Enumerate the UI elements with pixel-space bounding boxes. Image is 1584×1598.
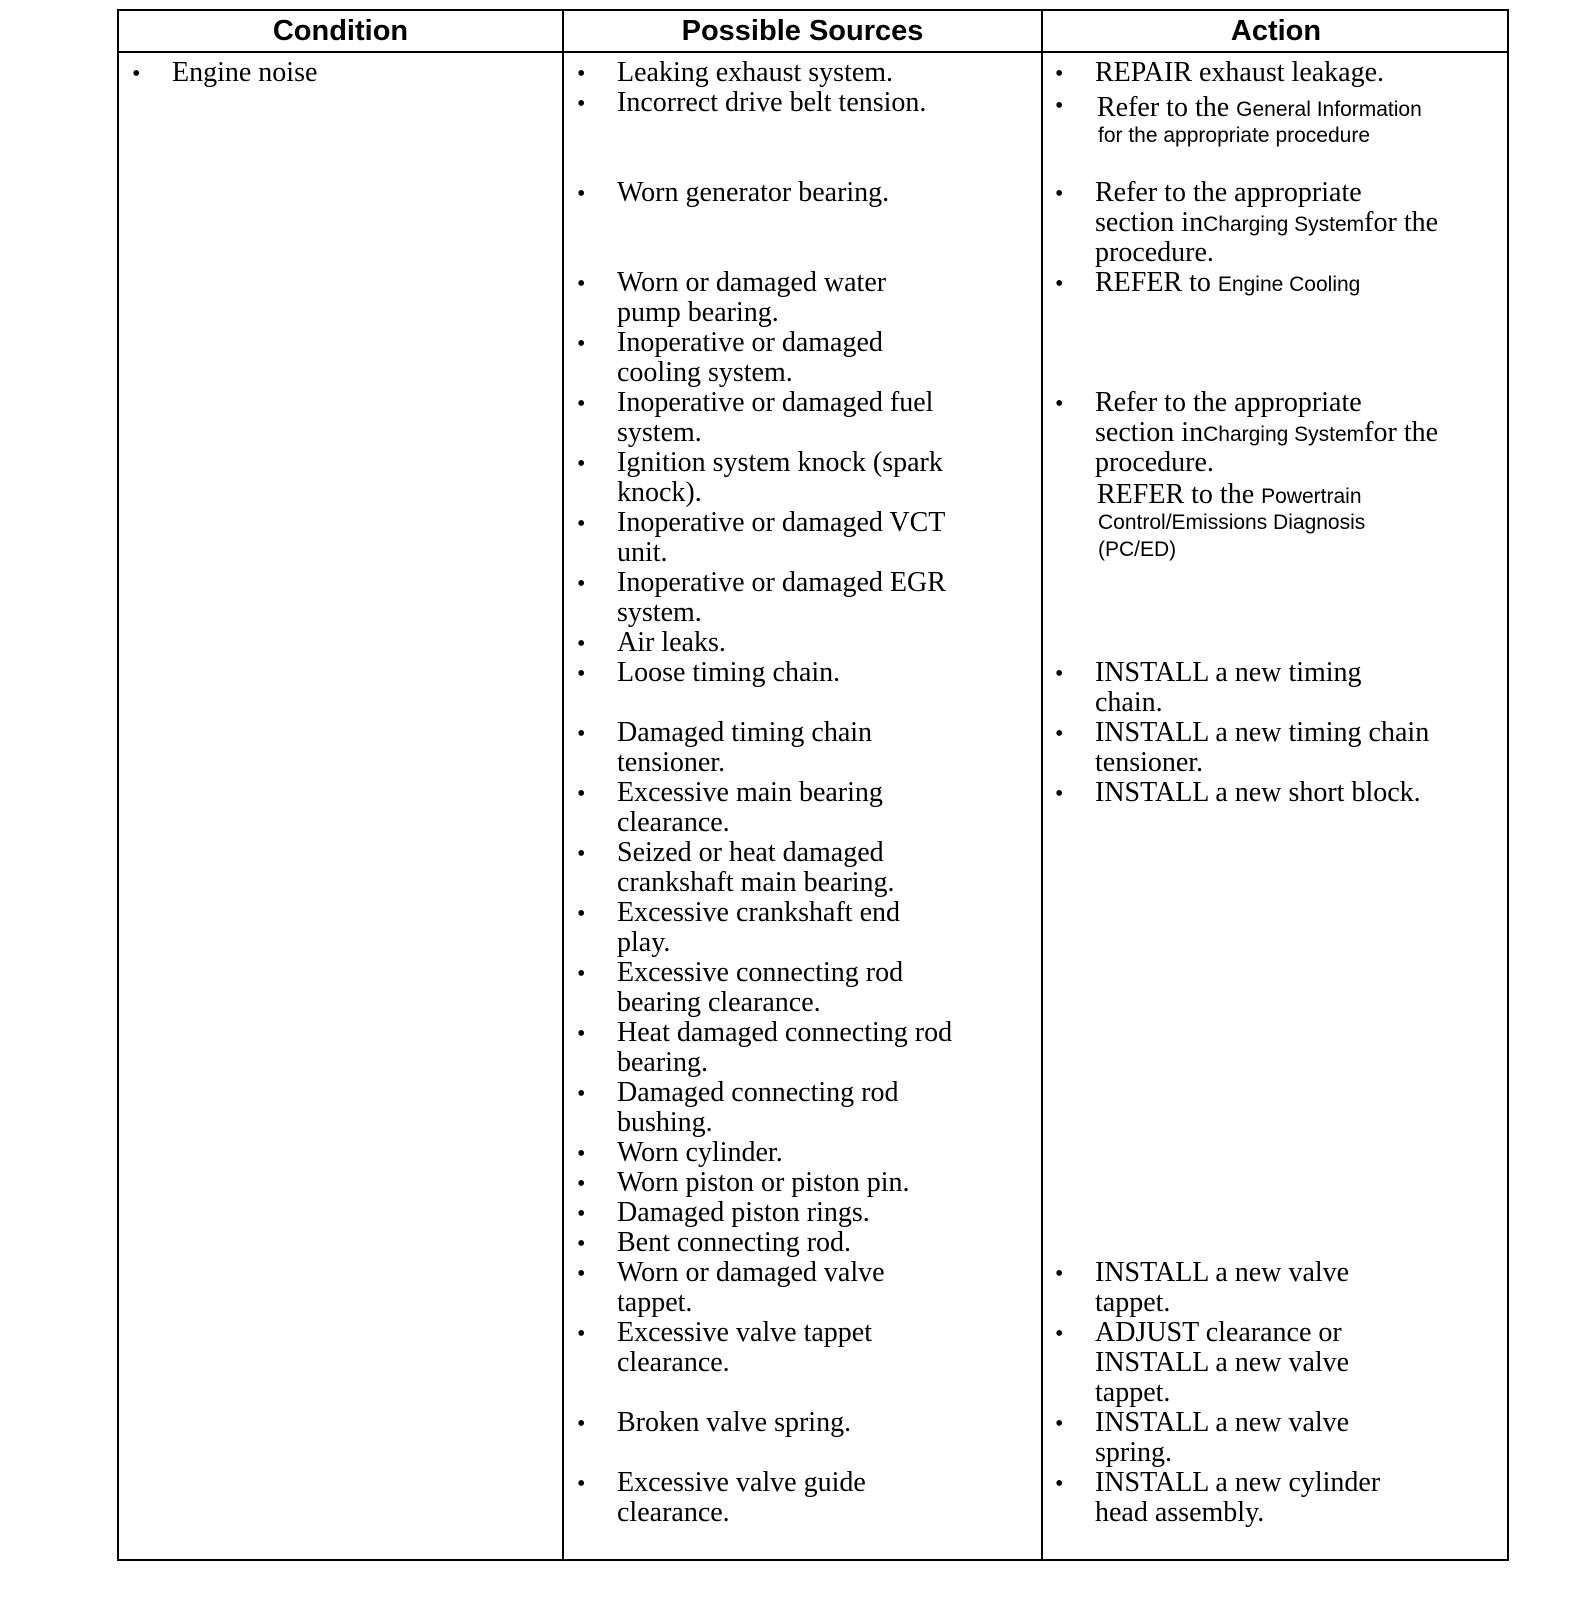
action-text: procedure. [1095, 447, 1214, 478]
action-item: tappet. [1095, 1377, 1171, 1408]
source-item: Worn piston or piston pin. [617, 1167, 910, 1198]
bullet: • [1055, 721, 1064, 747]
action-item: head assembly. [1095, 1497, 1265, 1528]
bullet: • [132, 61, 141, 87]
action-text: for the [1364, 207, 1439, 238]
condition-text: Engine noise [172, 57, 318, 88]
source-item: bearing. [617, 1047, 708, 1078]
source-item: Damaged connecting rod [617, 1077, 899, 1108]
diagnosis-table [117, 9, 1509, 1561]
action-item: INSTALL a new valve [1095, 1407, 1350, 1438]
action-text: REFER to the [1097, 479, 1262, 510]
action-text: for the appropriate procedure [1098, 124, 1371, 147]
source-item: tensioner. [617, 747, 726, 778]
source-item: crankshaft main bearing. [617, 867, 895, 898]
bullet: • [577, 1321, 586, 1347]
source-item: Inoperative or damaged VCT [617, 507, 946, 538]
action-item: tappet. [1095, 1287, 1171, 1318]
action-item [1095, 208, 1438, 240]
reference-pc-ed: (PC/ED) [1098, 538, 1177, 561]
action-item: INSTALL a new cylinder [1095, 1467, 1381, 1498]
action-text: Refer to the appropriate [1095, 387, 1362, 418]
bullet: • [1055, 271, 1064, 297]
source-item: cooling system. [617, 357, 793, 388]
source-item: Damaged timing chain [617, 717, 873, 748]
column-divider [562, 11, 564, 1559]
bullet: • [1055, 61, 1064, 87]
bullet: • [1055, 391, 1064, 417]
bullet: • [577, 391, 586, 417]
source-item: Worn generator bearing. [617, 177, 890, 208]
source-item: Excessive valve guide [617, 1467, 866, 1498]
reference-general-information: General Information [1236, 98, 1422, 121]
source-item: Heat damaged connecting rod [617, 1017, 953, 1048]
action-item: INSTALL a new valve [1095, 1257, 1350, 1288]
source-item: Excessive connecting rod [617, 957, 904, 988]
source-item: clearance. [617, 1347, 730, 1378]
bullet: • [1055, 1471, 1064, 1497]
reference-charging-system: Charging System [1203, 423, 1365, 446]
bullet: • [1055, 661, 1064, 687]
action-text: section in [1095, 207, 1204, 238]
bullet: • [577, 961, 586, 987]
column-divider [1041, 11, 1043, 1559]
bullet: • [577, 61, 586, 87]
bullet: • [1055, 93, 1064, 119]
bullet: • [577, 661, 586, 687]
bullet: • [577, 571, 586, 597]
source-item: Excessive valve tappet [617, 1317, 873, 1348]
action-item: ADJUST clearance or [1095, 1317, 1342, 1348]
source-item: Worn or damaged valve [617, 1257, 885, 1288]
source-item: Loose timing chain. [617, 657, 841, 688]
source-item: tappet. [617, 1287, 693, 1318]
bullet: • [577, 901, 586, 927]
bullet: • [1055, 1321, 1064, 1347]
action-text: Refer to the [1097, 92, 1237, 123]
bullet: • [1055, 181, 1064, 207]
bullet: • [577, 1231, 586, 1257]
source-item: Leaking exhaust system. [617, 57, 894, 88]
source-item: play. [617, 927, 671, 958]
source-item: Inoperative or damaged fuel [617, 387, 934, 418]
source-item: pump bearing. [617, 297, 779, 328]
bullet: • [1055, 1261, 1064, 1287]
header-divider [119, 51, 1507, 53]
bullet: • [1055, 781, 1064, 807]
action-item [1097, 93, 1422, 125]
bullet: • [577, 1471, 586, 1497]
header-action: Action [1230, 15, 1322, 47]
source-item: Seized or heat damaged [617, 837, 884, 868]
action-text: Refer to the appropriate [1095, 177, 1362, 208]
action-item: spring. [1095, 1437, 1172, 1468]
bullet: • [577, 1021, 586, 1047]
source-item: Excessive main bearing [617, 777, 883, 808]
bullet: • [577, 91, 586, 117]
source-item: Incorrect drive belt tension. [617, 87, 927, 118]
action-item: INSTALL a new short block. [1095, 777, 1421, 808]
header-possible-sources: Possible Sources [681, 15, 924, 47]
action-item [1095, 268, 1360, 300]
source-item: Air leaks. [617, 627, 726, 658]
reference-engine-cooling: Engine Cooling [1217, 273, 1361, 296]
bullet: • [577, 451, 586, 477]
source-item: system. [617, 417, 702, 448]
source-item: system. [617, 597, 702, 628]
bullet: • [1055, 1411, 1064, 1437]
bullet: • [577, 181, 586, 207]
source-item: clearance. [617, 1497, 730, 1528]
source-item: Excessive crankshaft end [617, 897, 900, 928]
bullet: • [577, 721, 586, 747]
reference-pc-ed: Control/Emissions Diagnosis [1098, 511, 1366, 534]
action-text: REFER to [1095, 267, 1218, 298]
reference-powertrain: Powertrain [1261, 485, 1362, 508]
bullet: • [577, 1201, 586, 1227]
bullet: • [577, 511, 586, 537]
source-item: Broken valve spring. [617, 1407, 852, 1438]
action-item: INSTALL a new timing chain [1095, 717, 1430, 748]
action-item: REPAIR exhaust leakage. [1095, 57, 1385, 88]
bullet: • [577, 1261, 586, 1287]
header-condition: Condition [272, 15, 409, 47]
bullet: • [577, 841, 586, 867]
source-item: Bent connecting rod. [617, 1227, 852, 1258]
action-text: for the [1364, 417, 1439, 448]
source-item: Inoperative or damaged [617, 327, 883, 358]
source-item: Damaged piston rings. [617, 1197, 870, 1228]
source-item: Inoperative or damaged EGR [617, 567, 946, 598]
source-item: Worn or damaged water [617, 267, 887, 298]
action-item [1095, 418, 1438, 450]
source-item: clearance. [617, 807, 730, 838]
action-text: procedure. [1095, 237, 1214, 268]
action-item: chain. [1095, 687, 1163, 718]
bullet: • [577, 1141, 586, 1167]
source-item: Worn cylinder. [617, 1137, 783, 1168]
action-text: section in [1095, 417, 1204, 448]
source-item: bushing. [617, 1107, 713, 1138]
action-item: INSTALL a new timing [1095, 657, 1362, 688]
bullet: • [577, 781, 586, 807]
bullet: • [577, 271, 586, 297]
action-item: INSTALL a new valve [1095, 1347, 1350, 1378]
source-item: Ignition system knock (spark [617, 447, 943, 478]
source-item: knock). [617, 477, 702, 508]
action-item [1097, 480, 1362, 512]
bullet: • [577, 1411, 586, 1437]
bullet: • [577, 1081, 586, 1107]
bullet: • [577, 631, 586, 657]
bullet: • [577, 331, 586, 357]
bullet: • [577, 1171, 586, 1197]
source-item: bearing clearance. [617, 987, 821, 1018]
source-item: unit. [617, 537, 668, 568]
action-item: tensioner. [1095, 747, 1204, 778]
reference-charging-system: Charging System [1203, 213, 1365, 236]
